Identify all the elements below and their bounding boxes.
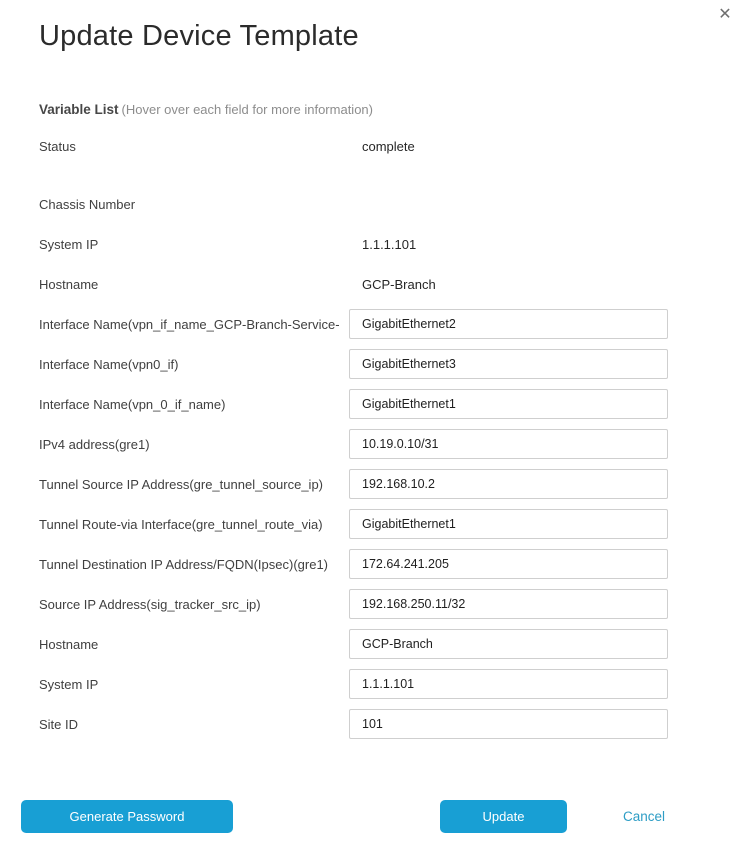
field-label: System IP [39,676,99,692]
hostname-value: GCP-Branch [362,276,436,292]
field-label: System IP [39,236,99,252]
ipv4-address-gre1-input[interactable] [349,429,668,459]
field-row-interface-name-service [39,309,668,339]
field-row-hostname [39,629,668,659]
variable-list-header [39,102,373,117]
page-title: Update Device Template [39,20,359,52]
dialog-footer [0,800,752,833]
interface-name-vpn-0-if-name-input[interactable] [349,389,668,419]
field-label: Status [39,138,76,154]
field-row-site-id [39,709,668,739]
field-label: Tunnel Route-via Interface(gre_tunnel_route_via) [39,516,323,532]
field-row-system-ip-static [39,229,668,259]
field-label: Hostname [39,636,99,652]
field-row-tunnel-destination-ip [39,549,668,579]
interface-name-service-input[interactable] [349,309,668,339]
field-row-interface-name-vpn-0-if-name [39,389,668,419]
field-row-source-ip-tracker [39,589,668,619]
field-label: Interface Name(vpn0_if) [39,356,179,372]
field-row-tunnel-source-ip [39,469,668,499]
variable-list [39,131,668,749]
generate-password-button[interactable]: Generate Password [21,800,233,833]
field-label: Hostname [39,276,99,292]
field-label: Tunnel Destination IP Address/FQDN(Ipsec)(gre1) [39,556,329,572]
source-ip-tracker-input[interactable] [349,589,668,619]
field-row-ipv4-address-gre1 [39,429,668,459]
tunnel-route-via-input[interactable] [349,509,668,539]
update-button[interactable]: Update [440,800,567,833]
field-row-tunnel-route-via [39,509,668,539]
site-id-input[interactable] [349,709,668,739]
hostname-input[interactable] [349,629,668,659]
field-row-chassis-number [39,189,668,219]
close-icon[interactable]: ✕ [714,4,736,26]
field-label: IPv4 address(gre1) [39,436,150,452]
field-row-hostname-static [39,269,668,299]
system-ip-input[interactable] [349,669,668,699]
variable-list-hint: (Hover over each field for more information) [121,102,373,117]
field-row-interface-name-vpn0-if [39,349,668,379]
field-row-system-ip [39,669,668,699]
tunnel-source-ip-input[interactable] [349,469,668,499]
field-label: Source IP Address(sig_tracker_src_ip) [39,596,261,612]
field-label: Tunnel Source IP Address(gre_tunnel_source_ip) [39,476,324,492]
field-label: Chassis Number [39,196,136,212]
footer-actions [440,800,665,833]
cancel-link[interactable]: Cancel [622,809,665,824]
tunnel-destination-ip-input[interactable] [349,549,668,579]
interface-name-vpn0-if-input[interactable] [349,349,668,379]
field-row-status [39,131,668,161]
variable-list-title: Variable List [39,102,119,117]
field-label: Interface Name(vpn_if_name_GCP-Branch-Service- [39,316,340,332]
system-ip-value: 1.1.1.101 [362,236,417,252]
status-value: complete [362,138,415,154]
field-label: Interface Name(vpn_0_if_name) [39,396,226,412]
field-label: Site ID [39,716,79,732]
